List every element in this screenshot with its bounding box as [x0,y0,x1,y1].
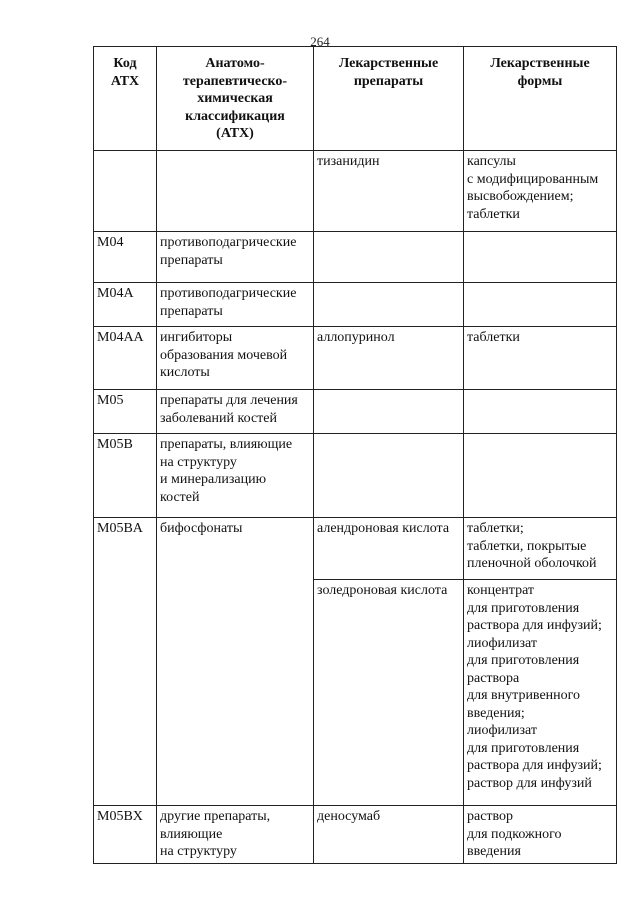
atx-code-cell: M04A [94,283,157,327]
atx-code-cell [94,151,157,232]
header-atx-classification: Анатомо- терапевтическо- химическая классификация (АТХ) [157,47,314,151]
dosage-form-cell: раствор для подкожного введения [464,806,617,864]
atx-code-cell: M04 [94,232,157,283]
drug-cell: алендроновая кислота [314,518,464,580]
classification-cell: ингибиторы образования мочевой кислоты [157,327,314,390]
atx-code-cell: M05 [94,390,157,434]
dosage-form-cell [464,283,617,327]
table-row [94,434,617,518]
header-drugs: Лекарственные препараты [314,47,464,151]
table-row [94,283,617,327]
drug-cell [314,283,464,327]
table-row [94,518,617,580]
dosage-form-cell: таблетки [464,327,617,390]
dosage-form-cell [464,232,617,283]
header-atx-code: Код АТХ [94,47,157,151]
dosage-form-cell [464,390,617,434]
dosage-form-cell: концентрат для приготовления раствора для инфузий; лиофилизат для приготовления раствора для внутривенного введения; лиофилизат для приготовления раствора для инфузий; раствор для инфузий [464,580,617,806]
table-row [94,806,617,864]
drug-cell [314,434,464,518]
table-row [94,232,617,283]
atx-code-cell: M04AA [94,327,157,390]
classification-cell: противоподагрические препараты [157,283,314,327]
dosage-form-cell [464,434,617,518]
drug-cell: аллопуринол [314,327,464,390]
atx-code-cell: M05BX [94,806,157,864]
classification-cell: противоподагрические препараты [157,232,314,283]
atx-code-cell: M05B [94,434,157,518]
header-dosage-forms: Лекарственные формы [464,47,617,151]
table-row [94,151,617,232]
drug-cell: деносумаб [314,806,464,864]
table-row [94,327,617,390]
drug-cell: тизанидин [314,151,464,232]
dosage-form-cell: капсулы с модифицированным высвобождением; таблетки [464,151,617,232]
atx-classification-table [93,46,617,864]
classification-cell: препараты, влияющие на структуру и минерализацию костей [157,434,314,518]
table-row [94,390,617,434]
atx-code-cell: M05BA [94,518,157,806]
drug-cell: золедроновая кислота [314,580,464,806]
drug-cell [314,390,464,434]
classification-cell: другие препараты, влияющие на структуру [157,806,314,864]
classification-cell: препараты для лечения заболеваний костей [157,390,314,434]
page-number: 264 [310,34,330,49]
classification-cell [157,151,314,232]
drug-cell [314,232,464,283]
header-row [94,47,617,151]
dosage-form-cell: таблетки; таблетки, покрытые пленочной оболочкой [464,518,617,580]
classification-cell: бифосфонаты [157,518,314,806]
